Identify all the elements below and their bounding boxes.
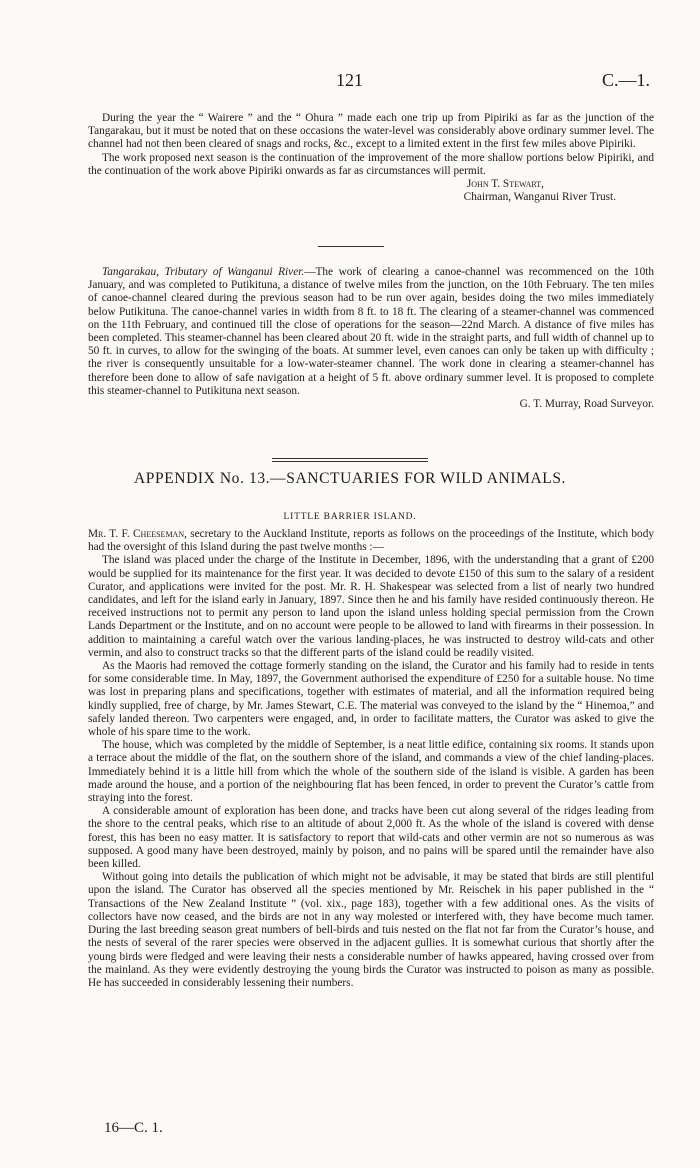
section-heading: Tangarakau, Tributary of Wanganui River. <box>102 266 305 278</box>
person-name: Mr. T. F. Cheeseman, <box>88 528 187 540</box>
paragraph: Tangarakau, Tributary of Wanganui River.—The work of clearing a canoe-channel was recommenced on the 10th January, and was completed to Putikituna, a distance of twelve miles from the junction, on the 10th February. The ten miles of canoe-channel cleared during the previous season had to be run over again, besides doing the two miles immediately below Putikituna. The canoe-channel varies in width from 8 ft. to 18 ft. The clearing of a steamer-channel was commenced on the 11th February, and continued till the close of operations for the season—22nd March. A distance of five miles has been completed. This steamer-channel has been cleared about 20 ft. wide in the straight parts, and full width of channel up to 50 ft. in curves, to allow for the swinging of the boats. At summer level, even canoes can only be taken up with difficulty ; the river is consequently unsuitable for a low-water-steamer channel. The work done in clearing a steamer-channel has therefore been done to allow of safe navigation at a height of 5 ft. above ordinary summer level. It is proposed to complete this steamer-channel to Putikituna next season. <box>88 266 655 397</box>
paragraph: The work proposed next season is the continuation of the improvement of the more shallow portions below Pipiriki, and the continuation of the work above Pipiriki onwards as far as circumstances will permit. <box>88 151 654 177</box>
paragraph: Without going into details the publication of which might not be advisable, it may be stated that birds are still plentiful upon the island. The Curator has observed all the species mentioned by Mr. Reischek in his paper published in the “ Transactions of the New Zealand Institute ” (vol. xix., page 183), together with a few additional ones. As the visits of collectors have now ceased, and the birds are not in any way molested or interfered with, they have become much tamer. During the last breeding season great numbers of bell-birds and tuis nested on the flat not far from the Curator’s house, and the nests of several of the rarer species were observed in the adjacent gullies. It is somewhat curious that shortly after the young birds were fledged and were leaving their nests a considerable number of hawks appeared, having crossed over from the mainland. As they were evidently destroying the young birds the Curator was instructed to poison as many as possible. He has succeeded in considerably lessening their numbers. <box>88 871 654 989</box>
appendix-subtitle: LITTLE BARRIER ISLAND. <box>283 512 417 522</box>
appendix-title: APPENDIX No. 13.—SANCTUARIES FOR WILD ANIMALS. <box>133 470 567 487</box>
double-rule-divider <box>272 458 428 464</box>
paragraph: A considerable amount of exploration has been done, and tracks have been cut along several of the ridges leading from the shore to the central peaks, which rise to an altitude of about 2,000 ft. As the whole of the island is covered with dense forest, this has been no easy matter. It is satisfactory to report that wild-cats and other vermin are not so numerous as was supposed. A good many have been destroyed, mainly by poison, and no pains will be spared until the remainder have also been killed. <box>88 805 654 871</box>
signature-title: Chairman, Wanganui River Trust. <box>463 191 616 204</box>
section-divider <box>318 246 384 247</box>
paragraph: During the year the “ Wairere ” and the “ Ohura ” made each one trip up from Pipiriki as far as the junction of the Tangarakau, but it must be noted that on these occasions the water-level was considerably above ordinary summer level. The channel had not then been cleared of snags and rocks, &c., except to a limited extent in the first few miles above Pipiriki. <box>88 112 654 151</box>
paragraph: The island was placed under the charge of the Institute in December, 1896, with the understanding that a grant of £200 would be supplied for its maintenance for the first year. It was decided to devote £150 of this sum to the salary of a resident Curator, and applications were invited for the post. Mr. R. H. Shakespear was selected from a list of nearly two hundred candidates, and left for the island early in January, 1897. Since then he and his family have resided continuously thereon. He received instructions not to permit any person to land upon the island unless holding special permission from the Crown Lands Department or the Institute, and on no account were people to be allowed to land with firearms in their possession. In addition to maintaining a careful watch over the various landing-places, he was instructed to destroy wild-cats and other vermin, and also to construct tracks so that the different parts of the island could be readily visited. <box>88 554 654 659</box>
page-header <box>0 70 700 94</box>
document-reference: C.—1. <box>601 70 650 90</box>
section-little-barrier <box>88 528 654 990</box>
paragraph: As the Maoris had removed the cottage formerly standing on the island, the Curator and his family had to reside in tents for some considerable time. In May, 1897, the Government authorised the expenditure of £250 for a suitable house. No time was lost in preparing plans and specifications, together with estimates of material, and all the information required being kindly supplied, free of charge, by Mr. James Stewart, C.E. The material was conveyed to the island by the “ Hinemoa,” and safely landed thereon. Two carpenters were engaged, and, in order to facilitate matters, the Curator was asked to give the whole of his spare time to the work. <box>88 660 654 739</box>
section-wanganui-report <box>88 112 654 204</box>
section-tangarakau-report <box>88 266 654 411</box>
page-number: 121 <box>336 70 363 90</box>
paragraph: Mr. T. F. Cheeseman, secretary to the Auckland Institute, reports as follows on the proceedings of the Institute, which body had the oversight of this Island during the past twelve months :— <box>88 528 654 554</box>
paragraph: The house, which was completed by the middle of September, is a neat little edifice, containing six rooms. It stands upon a terrace about the middle of the flat, on the southern shore of the island, and commands a view of the chief landing-places. Immediately behind it is a little hill from which the whole of the southern side of the island is visible. A garden has been made around the house, and a portion of the neighbouring flat has been fenced, in order to prevent the Curator’s cattle from straying into the forest. <box>88 739 654 805</box>
signature-name: John T. Stewart, <box>466 178 544 191</box>
signature-mark: 16—C. 1. <box>104 1120 163 1136</box>
signature: G. T. Murray, Road Surveyor. <box>519 398 654 411</box>
